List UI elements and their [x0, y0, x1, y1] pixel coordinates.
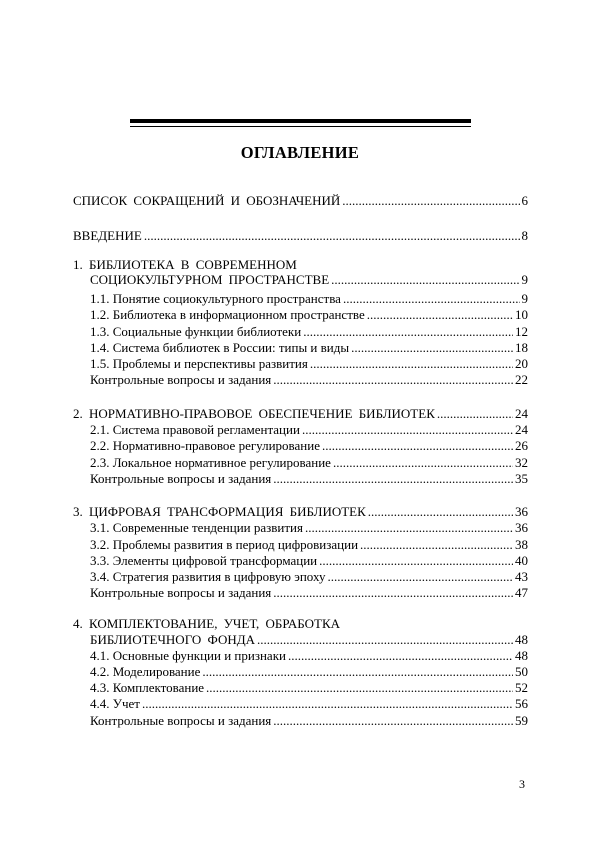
- toc-leader-dots: [322, 438, 513, 453]
- toc-entry-title: 2. НОРМАТИВНО-ПРАВОВОЕ ОБЕСПЕЧЕНИЕ БИБЛИОТЕК: [73, 406, 435, 421]
- toc-entry-3-2[interactable]: [90, 537, 528, 552]
- header-rule-thick: [130, 119, 471, 123]
- toc-entry-page: 36: [515, 520, 528, 535]
- toc-chapter-3[interactable]: [73, 504, 528, 519]
- toc-entry-page: 50: [515, 664, 528, 679]
- toc-entry-3-1[interactable]: [90, 520, 528, 535]
- page-title: ОГЛАВЛЕНИЕ: [240, 143, 360, 162]
- toc-entry-1-review[interactable]: [90, 372, 528, 387]
- toc-entry-title: 1.3. Социальные функции библиотеки: [90, 324, 302, 339]
- toc-entry-title: 3.2. Проблемы развития в период цифровизации: [90, 537, 359, 552]
- toc-leader-dots: [343, 291, 520, 306]
- toc-entry-title: Контрольные вопросы и задания: [90, 713, 272, 728]
- toc-entry-2-2[interactable]: [90, 438, 528, 453]
- toc-leader-dots: [327, 569, 513, 584]
- toc-entry-page: 6: [521, 193, 528, 208]
- toc-chapter-4-title-line1[interactable]: 4. КОМПЛЕКТОВАНИЕ, УЧЕТ, ОБРАБОТКА: [73, 616, 341, 631]
- toc-leader-dots: [368, 504, 513, 519]
- toc-entry-1-2[interactable]: [90, 307, 528, 322]
- toc-entry-title: 1.4. Система библиотек в России: типы и виды: [90, 340, 350, 355]
- toc-entry-page: 10: [515, 307, 528, 322]
- toc-leader-dots: [303, 324, 513, 339]
- toc-leader-dots: [367, 307, 513, 322]
- toc-entry-title: 1.5. Проблемы и перспективы развития: [90, 356, 308, 371]
- toc-leader-dots: [144, 228, 520, 243]
- toc-entry-page: 8: [521, 228, 528, 243]
- toc-entry-3-4[interactable]: [90, 569, 528, 584]
- toc-leader-dots: [142, 696, 513, 711]
- toc-entry-title: 1.2. Библиотека в информационном пространстве: [90, 307, 365, 322]
- toc-chapter-4[interactable]: [90, 632, 528, 647]
- toc-entry-page: 48: [515, 632, 528, 647]
- toc-entry-page: 18: [515, 340, 528, 355]
- toc-leader-dots: [437, 406, 513, 421]
- toc-leader-dots: [310, 356, 513, 371]
- toc-leader-dots: [206, 680, 513, 695]
- toc-entry-1-5[interactable]: [90, 356, 528, 371]
- toc-entry-page: 32: [515, 455, 528, 470]
- toc-entry-page: 40: [515, 553, 528, 568]
- toc-chapter-1[interactable]: [90, 272, 528, 287]
- toc-entry-4-1[interactable]: [90, 648, 528, 663]
- toc-entry-page: 48: [515, 648, 528, 663]
- toc-entry-4-4[interactable]: [90, 696, 528, 711]
- toc-entry-title: 4.4. Учет: [90, 696, 140, 711]
- toc-entry-page: 56: [515, 696, 528, 711]
- toc-entry-title: 3.4. Стратегия развития в цифровую эпоху: [90, 569, 326, 584]
- toc-leader-dots: [273, 372, 513, 387]
- toc-entry-title: Контрольные вопросы и задания: [90, 585, 272, 600]
- toc-entry-page: 43: [515, 569, 528, 584]
- toc-chapter-1-title-line1[interactable]: 1. БИБЛИОТЕКА В СОВРЕМЕННОМ: [73, 257, 297, 272]
- toc-entry-4-3[interactable]: [90, 680, 528, 695]
- toc-leader-dots: [257, 632, 513, 647]
- toc-entry-title: ВВЕДЕНИЕ: [73, 228, 142, 243]
- toc-leader-dots: [333, 455, 513, 470]
- toc-entry-page: 38: [515, 537, 528, 552]
- toc-entry-title: 4.3. Комплектование: [90, 680, 205, 695]
- toc-entry-page: 47: [515, 585, 528, 600]
- toc-entry-title: СПИСОК СОКРАЩЕНИЙ И ОБОЗНАЧЕНИЙ: [73, 193, 341, 208]
- toc-entry-page: 59: [515, 713, 528, 728]
- toc-leader-dots: [273, 585, 513, 600]
- toc-entry-title: 3. ЦИФРОВАЯ ТРАНСФОРМАЦИЯ БИБЛИОТЕК: [73, 504, 366, 519]
- toc-entry-title: 2.2. Нормативно-правовое регулирование: [90, 438, 320, 453]
- toc-leader-dots: [288, 648, 513, 663]
- toc-entry-title: 3.3. Элементы цифровой трансформации: [90, 553, 318, 568]
- toc-entry-2-1[interactable]: [90, 422, 528, 437]
- toc-entry-2-3[interactable]: [90, 455, 528, 470]
- toc-chapter-2[interactable]: [73, 406, 528, 421]
- toc-leader-dots: [273, 471, 513, 486]
- toc-entry-1-1[interactable]: [90, 291, 528, 306]
- toc-entry-title: 1.1. Понятие социокультурного пространства: [90, 291, 341, 306]
- toc-leader-dots: [273, 713, 513, 728]
- toc-leader-dots: [202, 664, 513, 679]
- toc-leader-dots: [302, 422, 513, 437]
- toc-entry-title: Контрольные вопросы и задания: [90, 471, 272, 486]
- toc-entry-page: 26: [515, 438, 528, 453]
- toc-leader-dots: [360, 537, 513, 552]
- toc-leader-dots: [331, 272, 519, 287]
- page-number: 3: [519, 777, 525, 791]
- toc-entry-title: 4.1. Основные функции и признаки: [90, 648, 286, 663]
- toc-entry-1-3[interactable]: [90, 324, 528, 339]
- toc-entry-page: 12: [515, 324, 528, 339]
- toc-entry-page: 36: [515, 504, 528, 519]
- toc-entry-3-review[interactable]: [90, 585, 528, 600]
- toc-entry-title: СОЦИОКУЛЬТУРНОМ ПРОСТРАНСТВЕ: [90, 272, 330, 287]
- toc-entry-title: 2.3. Локальное нормативное регулирование: [90, 455, 331, 470]
- toc-entry-title: 2.1. Система правовой регламентации: [90, 422, 300, 437]
- toc-entry-title: Контрольные вопросы и задания: [90, 372, 272, 387]
- toc-entry-page: 20: [515, 356, 528, 371]
- toc-entry-page: 35: [515, 471, 528, 486]
- toc-entry-title: БИБЛИОТЕЧНОГО ФОНДА: [90, 632, 255, 647]
- toc-entry-3-3[interactable]: [90, 553, 528, 568]
- toc-entry-page: 24: [515, 422, 528, 437]
- toc-entry-1-4[interactable]: [90, 340, 528, 355]
- toc-leader-dots: [351, 340, 513, 355]
- toc-entry-4-2[interactable]: [90, 664, 528, 679]
- toc-entry-4-review[interactable]: [90, 713, 528, 728]
- toc-entry-introduction[interactable]: [73, 228, 528, 243]
- header-rule-thin: [130, 126, 471, 127]
- toc-entry-page: 9: [521, 291, 528, 306]
- toc-entry-page: 52: [515, 680, 528, 695]
- toc-entry-page: 24: [515, 406, 528, 421]
- toc-entry-title: 3.1. Современные тенденции развития: [90, 520, 303, 535]
- toc-leader-dots: [319, 553, 513, 568]
- toc-entry-page: 9: [521, 272, 528, 287]
- toc-leader-dots: [305, 520, 513, 535]
- toc-entry-title: 4.2. Моделирование: [90, 664, 201, 679]
- toc-entry-2-review[interactable]: [90, 471, 528, 486]
- toc-entry-page: 22: [515, 372, 528, 387]
- toc-leader-dots: [342, 193, 519, 208]
- toc-entry-abbreviations[interactable]: [73, 193, 528, 208]
